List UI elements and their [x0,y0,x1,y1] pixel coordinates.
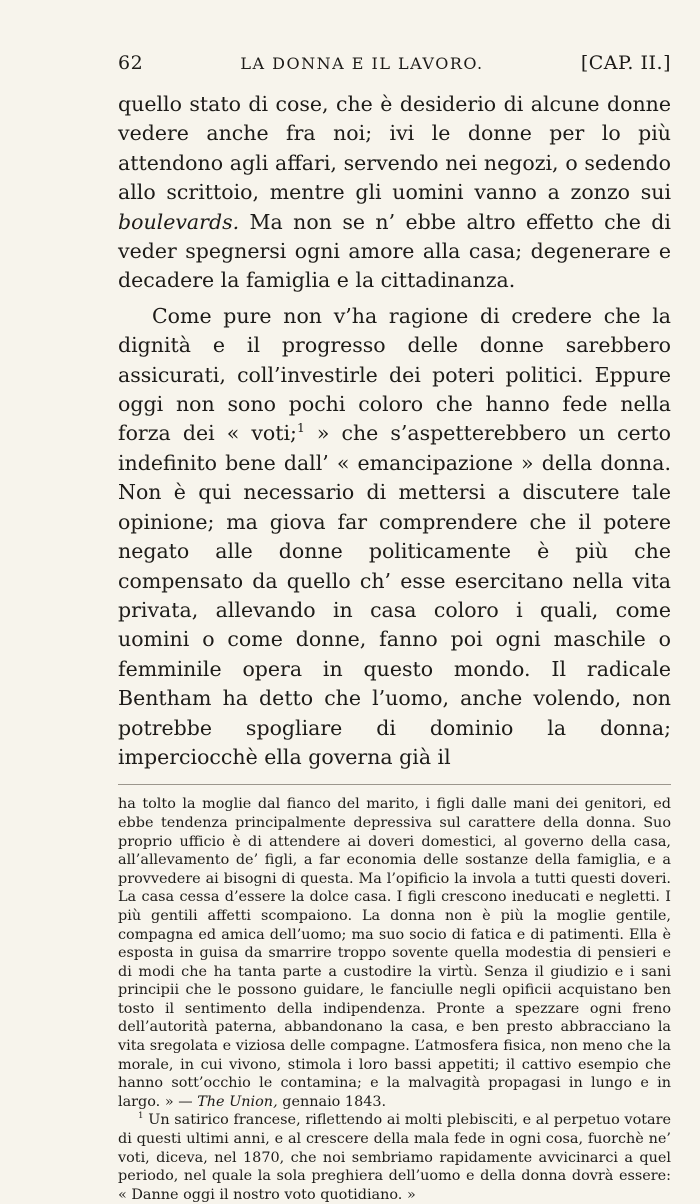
paragraph-2 [118,302,671,773]
paragraph-2-text-b: » che s’aspetterebbero un certo indefinito bene dall’ « emancipazione » della donna. Non è qui necessario di mettersi a discutere tale opinione; ma giova far comprendere che il potere negato alle donne politicamente è più che compensato da quello ch’ esse esercitano nella vita privata, allevando in casa coloro i quali, come uomini o come donne, fanno poi ogni maschile o femminile opera in questo mondo. Il radicale Bentham ha detto che l’uomo, anche volendo, non potrebbe spogliare di dominio la donna; imperciocchè ella governa già il [118,421,671,769]
main-text [118,90,671,772]
paragraph-1-italic: boulevards. [118,209,240,234]
footnote-1-text: Un satirico francese, riflettendo ai molti plebisciti, e al perpetuo votare di questi ultimi anni, e al crescere della mala fede in ogni cosa, fuorchè ne’ voti, diceva, nel 1870, che noi sembriamo rapidamente avvicinarci a quel periodo, nel quale la sola preghiera dell’uomo e della donna dovrà essere: « Danne oggi il nostro voto quotidiano. » [118,1112,671,1203]
paragraph-1 [118,90,671,296]
footnote-cont-text-b: gennaio 1843. [277,1093,387,1110]
footnote-cont-text-a: ha tolto la moglie dal fianco del marito, i figli dalle mani dei genitori, ed ebbe tendenza principalmente depressiva sul carattere della donna. Suo proprio ufficio è di attendere ai doveri domestici, al governo della casa, all’allevamento de’ figli, a far economia delle sostanze della famiglia, e a provvedere ai bisogni di questa. Ma l’opificio la invola a tutti questi doveri. La casa cessa d’essere la dolce casa. I figli crescono ineducati e negletti. I più gentili affetti scompaiono. La donna non è più la moglie gentile, compagna ed amica dell’uomo; ma suo socio di fatica e di patimenti. Ella è esposta in guisa da smarrire troppo sovente quella modestia di pensieri e di modi che ha tanta parte a custodire la virtù. Senza il giudizio e i sani principii che le possono guidare, le fanciulle negli opificii acquistano ben tosto il sentimento della indipendenza. Pronte a spezzare ogni freno dell’autorità paterna, abbandonano la casa, e ben presto abbracciano la vita sregolata e viziosa delle compagne. L’atmosfera fisica, non meno che la morale, in cui vivono, stimola i loro bassi appetiti; il cattivo esempio che hanno sott’occhio le contamina; e la malvagità propagasi in lungo e in largo. » — [118,796,671,1110]
footnote-divider [118,784,671,785]
footnotes [118,795,671,1204]
page-number: 62 [118,52,144,74]
paragraph-1-text-a: quello stato di cose, che è desiderio di alcune donne vedere anche fra noi; ivi le donne per lo più attendono agli affari, servendo nei negozi, o sedendo allo scrittoio, mentre gli uomini vanno a zonzo sui [118,92,671,205]
chapter-label: [CAP. II.] [580,52,671,74]
paragraph-2-text-a: Come pure non v’ha ragione di credere che la dignità e il progresso delle donne sarebbero assicurati, coll’investirle dei poteri politici. Eppure oggi non sono pochi coloro che hanno fede nella forza dei « voti; [118,303,671,446]
footnote-1-marker: 1 [138,1111,144,1122]
running-header [118,52,671,90]
footnote-continuation [118,795,671,1111]
footnote-1 [118,1111,671,1204]
paragraph-1-text-b: Ma non se n’ ebbe altro effetto che di veder spegnersi ogni amore alla casa; degenerare e decadere la famiglia e la cittadinanza. [118,209,671,293]
running-title: LA DONNA E IL LAVORO. [240,54,484,73]
footnote-ref-1: 1 [296,421,305,436]
book-page [118,52,671,1204]
footnote-cont-italic: The Union, [197,1093,278,1110]
